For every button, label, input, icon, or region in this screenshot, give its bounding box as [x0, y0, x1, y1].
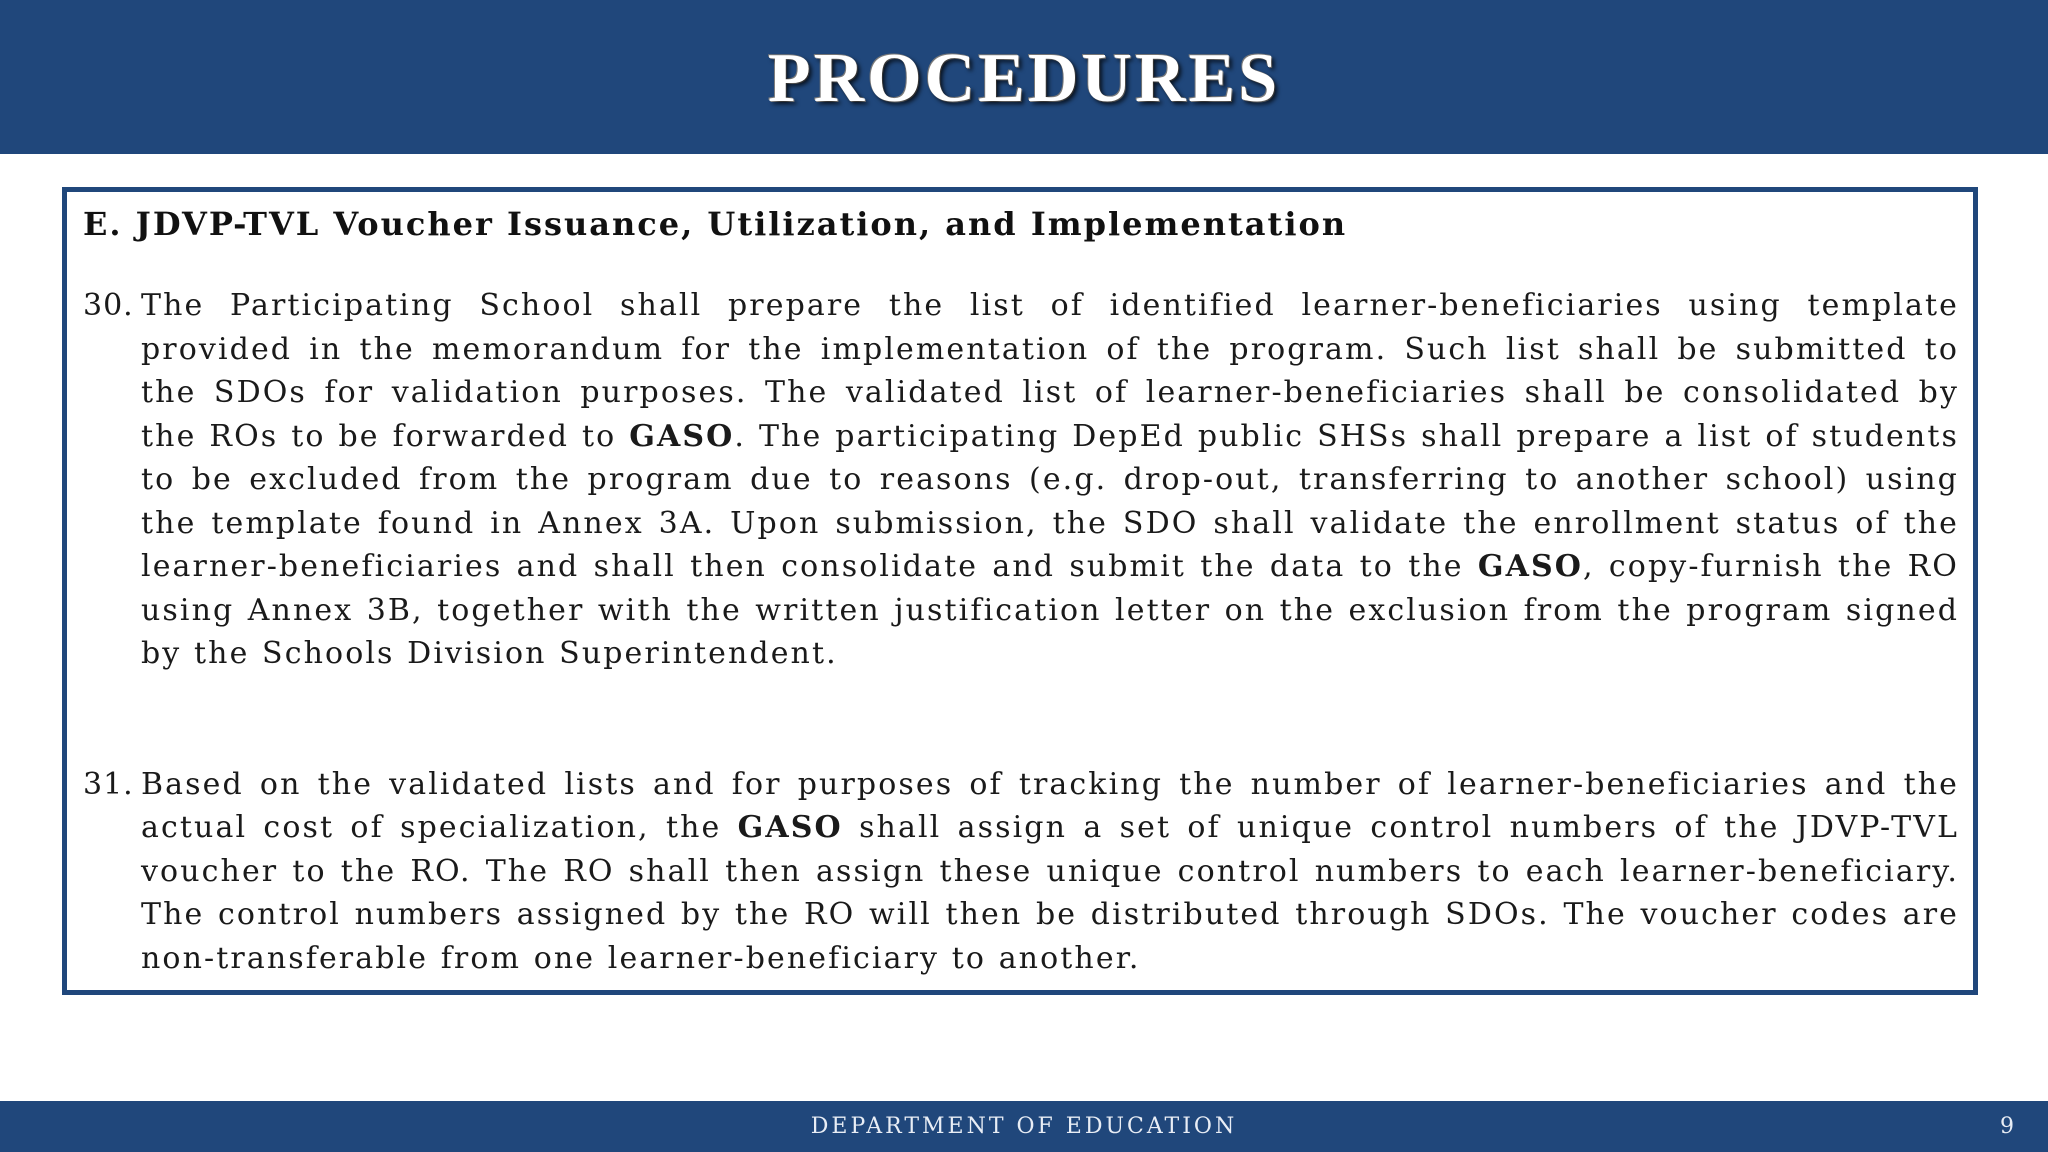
item-text-segment: Based on the validated lists and for purposes of tracking the number of learner-beneficiaries and the actual cost of specialization, the [141, 766, 1959, 845]
item-text-emphasis: GASO [629, 418, 735, 454]
item-number: 30. [83, 288, 134, 323]
item-text [141, 284, 1959, 676]
item-text-emphasis: GASO [1477, 549, 1583, 584]
footer-label: DEPARTMENT OF EDUCATION [810, 1114, 1238, 1139]
section-heading: E. JDVP-TVL Voucher Issuance, Utilization, and Implementation [83, 205, 1348, 243]
item-number: 31. [83, 766, 134, 802]
item-text-segment: The Participating School shall prepare the list of identified learner-beneficiaries using template provided in the memorandum for the implementation of the program. Such list shall be submitted to the SDOs for validation purposes. The validated list of learner-beneficiaries shall be consolidated by the ROs to be forwarded to [141, 288, 1959, 454]
item-text-emphasis: GASO [737, 810, 843, 845]
item-text-segment: . The participating DepEd public SHSs shall prepare a list of students to be excluded from the program due to reasons (e.g. drop-out, transferring to another school) using the template found in Annex 3A. Upon submission, the SDO shall validate the enrollment status of the learner-beneficiaries and shall then consolidate and submit the data to the [141, 418, 1959, 584]
item-text-segment: , copy-furnish the RO using Annex 3B, together with the written justification letter on the exclusion from the program signed by the Schools Division Superintendent. [141, 549, 1960, 671]
item-text [141, 763, 1959, 981]
list-item [83, 763, 1959, 981]
item-text-segment: shall assign a set of unique control numbers of the JDVP-TVL voucher to the RO. The RO shall then assign these unique control numbers to each learner-beneficiary. The control numbers assigned by the RO will then be distributed through SDOs. The voucher codes are non-transferable from one learner-beneficiary to another. [141, 810, 1960, 976]
header-banner [0, 0, 2048, 154]
page-number: 9 [2000, 1114, 2014, 1139]
page-title: PROCEDURES [767, 40, 1281, 117]
list-item [83, 284, 1959, 676]
content-box [62, 187, 1978, 995]
footer-bar [0, 1101, 2048, 1152]
